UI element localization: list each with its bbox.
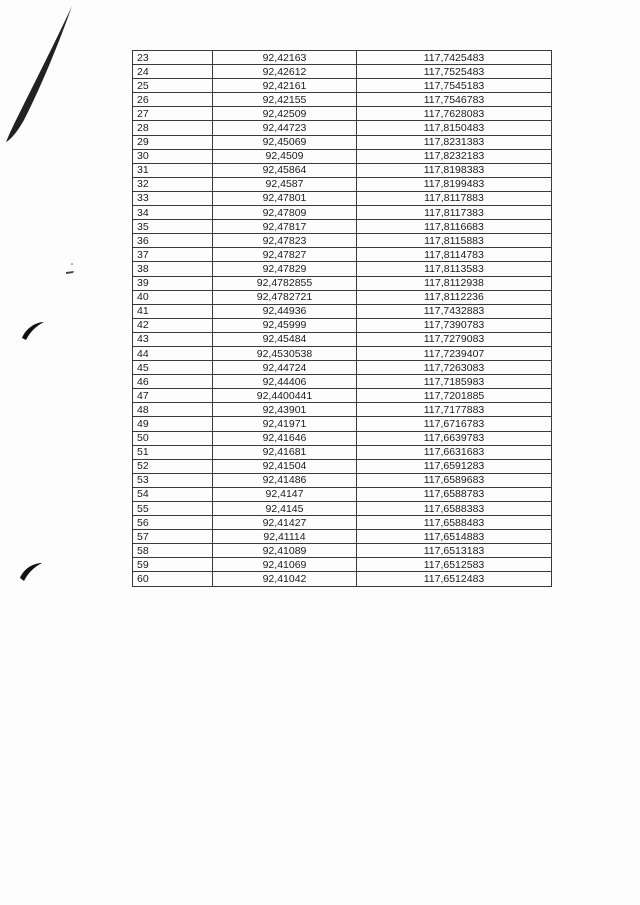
latitude-cell: 92,41971 <box>213 417 357 431</box>
row-number-cell: 27 <box>133 107 213 121</box>
row-number-cell: 28 <box>133 121 213 135</box>
table-row <box>133 375 552 389</box>
row-number-cell: 26 <box>133 93 213 107</box>
longitude-cell: 117,8199483 <box>357 177 552 191</box>
row-number-cell: 32 <box>133 177 213 191</box>
row-number-cell: 33 <box>133 191 213 205</box>
table-row <box>133 572 552 586</box>
row-number-cell: 53 <box>133 473 213 487</box>
table-row <box>133 262 552 276</box>
longitude-cell: 117,8198383 <box>357 163 552 177</box>
longitude-cell: 117,6588383 <box>357 502 552 516</box>
row-number-cell: 60 <box>133 572 213 586</box>
table-row <box>133 445 552 459</box>
row-number-cell: 44 <box>133 346 213 360</box>
table-row <box>133 107 552 121</box>
table-row <box>133 558 552 572</box>
table-row <box>133 79 552 93</box>
row-number-cell: 58 <box>133 544 213 558</box>
table-row <box>133 487 552 501</box>
latitude-cell: 92,4782721 <box>213 290 357 304</box>
latitude-cell: 92,4147 <box>213 487 357 501</box>
longitude-cell: 117,8112938 <box>357 276 552 290</box>
row-number-cell: 56 <box>133 516 213 530</box>
row-number-cell: 47 <box>133 389 213 403</box>
table-row <box>133 276 552 290</box>
longitude-cell: 117,7263083 <box>357 361 552 375</box>
row-number-cell: 35 <box>133 220 213 234</box>
longitude-cell: 117,7201885 <box>357 389 552 403</box>
latitude-cell: 92,44724 <box>213 361 357 375</box>
latitude-cell: 92,43901 <box>213 403 357 417</box>
row-number-cell: 40 <box>133 290 213 304</box>
table-row <box>133 544 552 558</box>
latitude-cell: 92,4530538 <box>213 346 357 360</box>
table-row <box>133 516 552 530</box>
row-number-cell: 30 <box>133 149 213 163</box>
row-number-cell: 34 <box>133 206 213 220</box>
table-row <box>133 51 552 65</box>
table-row <box>133 431 552 445</box>
longitude-cell: 117,6513183 <box>357 544 552 558</box>
row-number-cell: 24 <box>133 65 213 79</box>
row-number-cell: 55 <box>133 502 213 516</box>
table-row <box>133 93 552 107</box>
table-row <box>133 290 552 304</box>
latitude-cell: 92,45484 <box>213 332 357 346</box>
latitude-cell: 92,41069 <box>213 558 357 572</box>
table-row <box>133 473 552 487</box>
latitude-cell: 92,4587 <box>213 177 357 191</box>
latitude-cell: 92,4145 <box>213 502 357 516</box>
latitude-cell: 92,45864 <box>213 163 357 177</box>
latitude-cell: 92,4782855 <box>213 276 357 290</box>
latitude-cell: 92,42161 <box>213 79 357 93</box>
table-row <box>133 459 552 473</box>
table-row <box>133 417 552 431</box>
longitude-cell: 117,7185983 <box>357 375 552 389</box>
speck-mark <box>66 271 74 274</box>
table-row <box>133 346 552 360</box>
longitude-cell: 117,7525483 <box>357 65 552 79</box>
latitude-cell: 92,42509 <box>213 107 357 121</box>
table-row <box>133 389 552 403</box>
latitude-cell: 92,41646 <box>213 431 357 445</box>
latitude-cell: 92,47801 <box>213 191 357 205</box>
latitude-cell: 92,42155 <box>213 93 357 107</box>
latitude-cell: 92,44723 <box>213 121 357 135</box>
row-number-cell: 37 <box>133 248 213 262</box>
table-row <box>133 248 552 262</box>
longitude-cell: 117,8116683 <box>357 220 552 234</box>
row-number-cell: 46 <box>133 375 213 389</box>
latitude-cell: 92,41681 <box>213 445 357 459</box>
speck-dot <box>71 263 73 265</box>
table-row <box>133 220 552 234</box>
latitude-cell: 92,4509 <box>213 149 357 163</box>
latitude-cell: 92,44406 <box>213 375 357 389</box>
latitude-cell: 92,41427 <box>213 516 357 530</box>
table-row <box>133 234 552 248</box>
row-number-cell: 36 <box>133 234 213 248</box>
longitude-cell: 117,6588783 <box>357 487 552 501</box>
table-row <box>133 318 552 332</box>
longitude-cell: 117,6589683 <box>357 473 552 487</box>
table-row <box>133 191 552 205</box>
longitude-cell: 117,8231383 <box>357 135 552 149</box>
table-row <box>133 121 552 135</box>
longitude-cell: 117,8117883 <box>357 191 552 205</box>
latitude-cell: 92,4400441 <box>213 389 357 403</box>
longitude-cell: 117,6512583 <box>357 558 552 572</box>
row-number-cell: 23 <box>133 51 213 65</box>
table-row <box>133 65 552 79</box>
row-number-cell: 48 <box>133 403 213 417</box>
row-number-cell: 42 <box>133 318 213 332</box>
longitude-cell: 117,7390783 <box>357 318 552 332</box>
row-number-cell: 52 <box>133 459 213 473</box>
row-number-cell: 31 <box>133 163 213 177</box>
longitude-cell: 117,7239407 <box>357 346 552 360</box>
row-number-cell: 51 <box>133 445 213 459</box>
pen-stroke-mark <box>6 6 72 142</box>
table-row <box>133 304 552 318</box>
table-row <box>133 361 552 375</box>
latitude-cell: 92,47823 <box>213 234 357 248</box>
longitude-cell: 117,7432883 <box>357 304 552 318</box>
coordinates-table <box>132 50 552 587</box>
row-number-cell: 45 <box>133 361 213 375</box>
table-row <box>133 163 552 177</box>
row-number-cell: 38 <box>133 262 213 276</box>
longitude-cell: 117,8112236 <box>357 290 552 304</box>
row-number-cell: 39 <box>133 276 213 290</box>
table-row <box>133 135 552 149</box>
table-row <box>133 502 552 516</box>
row-number-cell: 25 <box>133 79 213 93</box>
longitude-cell: 117,6512483 <box>357 572 552 586</box>
longitude-cell: 117,7425483 <box>357 51 552 65</box>
longitude-cell: 117,6514883 <box>357 530 552 544</box>
longitude-cell: 117,8232183 <box>357 149 552 163</box>
row-number-cell: 29 <box>133 135 213 149</box>
table-row <box>133 332 552 346</box>
longitude-cell: 117,7279083 <box>357 332 552 346</box>
longitude-cell: 117,7546783 <box>357 93 552 107</box>
longitude-cell: 117,8117383 <box>357 206 552 220</box>
longitude-cell: 117,8113583 <box>357 262 552 276</box>
latitude-cell: 92,45069 <box>213 135 357 149</box>
longitude-cell: 117,7177883 <box>357 403 552 417</box>
longitude-cell: 117,6639783 <box>357 431 552 445</box>
table-row <box>133 149 552 163</box>
row-number-cell: 57 <box>133 530 213 544</box>
longitude-cell: 117,8114783 <box>357 248 552 262</box>
row-number-cell: 43 <box>133 332 213 346</box>
punch-hole-mark-bottom <box>20 563 42 581</box>
table-row <box>133 530 552 544</box>
latitude-cell: 92,42163 <box>213 51 357 65</box>
longitude-cell: 117,6631683 <box>357 445 552 459</box>
latitude-cell: 92,41114 <box>213 530 357 544</box>
table-row <box>133 177 552 191</box>
row-number-cell: 41 <box>133 304 213 318</box>
punch-hole-mark-top <box>22 322 44 340</box>
latitude-cell: 92,47827 <box>213 248 357 262</box>
row-number-cell: 59 <box>133 558 213 572</box>
latitude-cell: 92,42612 <box>213 65 357 79</box>
longitude-cell: 117,8150483 <box>357 121 552 135</box>
latitude-cell: 92,47817 <box>213 220 357 234</box>
row-number-cell: 50 <box>133 431 213 445</box>
latitude-cell: 92,45999 <box>213 318 357 332</box>
longitude-cell: 117,6588483 <box>357 516 552 530</box>
coordinates-table-body <box>133 51 552 587</box>
longitude-cell: 117,6591283 <box>357 459 552 473</box>
table-row <box>133 206 552 220</box>
latitude-cell: 92,41089 <box>213 544 357 558</box>
row-number-cell: 54 <box>133 487 213 501</box>
longitude-cell: 117,8115883 <box>357 234 552 248</box>
latitude-cell: 92,41504 <box>213 459 357 473</box>
table-row <box>133 403 552 417</box>
longitude-cell: 117,7628083 <box>357 107 552 121</box>
row-number-cell: 49 <box>133 417 213 431</box>
latitude-cell: 92,44936 <box>213 304 357 318</box>
latitude-cell: 92,41486 <box>213 473 357 487</box>
latitude-cell: 92,47809 <box>213 206 357 220</box>
longitude-cell: 117,7545183 <box>357 79 552 93</box>
latitude-cell: 92,41042 <box>213 572 357 586</box>
longitude-cell: 117,6716783 <box>357 417 552 431</box>
latitude-cell: 92,47829 <box>213 262 357 276</box>
